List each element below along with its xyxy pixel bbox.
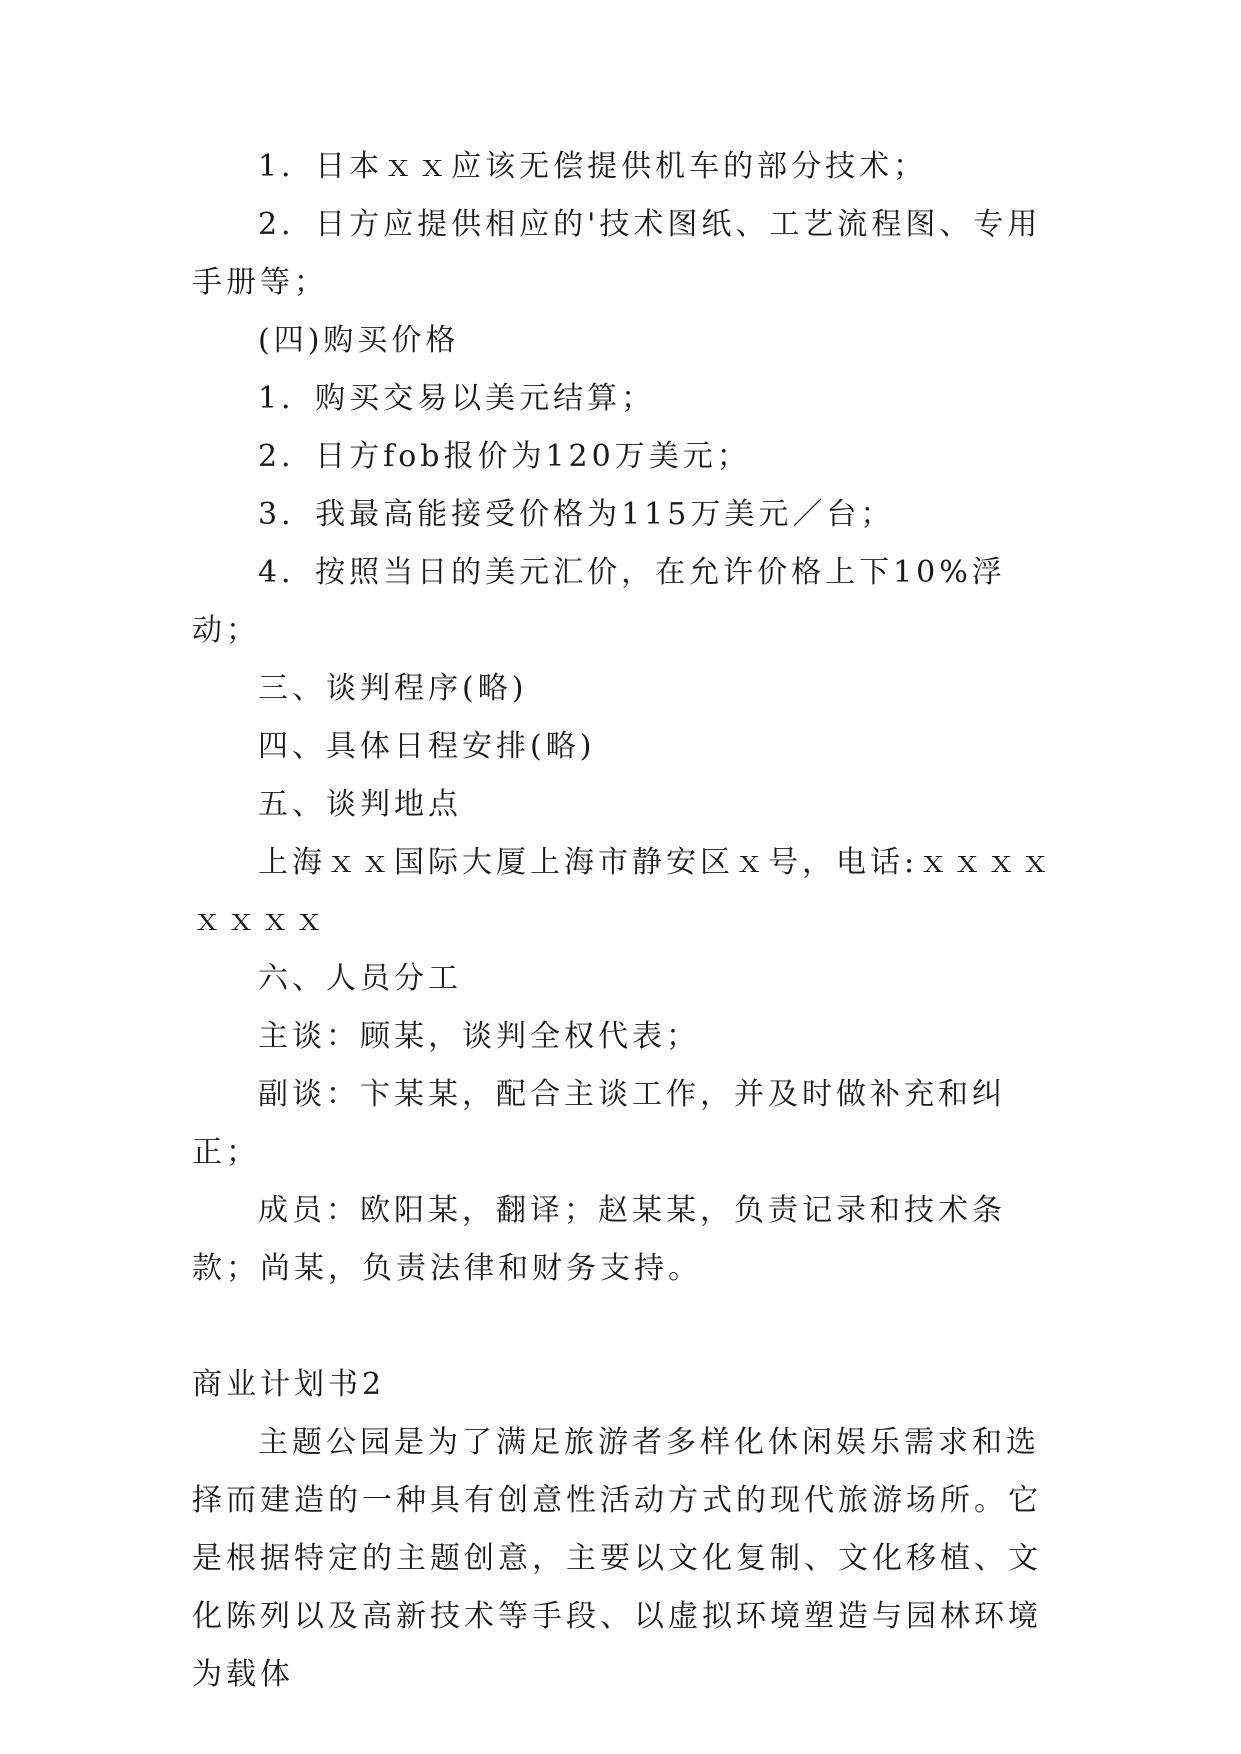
list-item-tech-free: 1．日本ｘｘ应该无偿提供机车的部分技术； [258,149,928,184]
list-item-price-2: 2．日方fob报价为120万美元； [258,439,751,474]
staff-deputy: 副谈：卞某某，配合主谈工作，并及时做补充和纠正； [192,1077,1006,1170]
section-heading-staff: 六、人员分工 [258,961,462,996]
list-item-price-3: 3．我最高能接受价格为115万美元／台； [258,497,895,532]
staff-lead: 主谈：顾某，谈判全权代表； [258,1019,700,1054]
section-title: 商业计划书2 [192,1367,386,1402]
section-spacer [192,1298,1072,1356]
section-heading-location: 五、谈判地点 [258,787,462,822]
section-heading-price: (四)购买价格 [258,323,460,358]
intro-paragraph: 主题公园是为了满足旅游者多样化休闲娱乐需求和选择而建造的一种具有创意性活动方式的现代旅游场所。它是根据特定的主题创意，主要以文化复制、文化移植、文化陈列以及高新技术等手段、以虚拟环境塑造与园林环境为载体 [192,1425,1042,1692]
list-item-tech-docs: 2．日方应提供相应的'技术图纸、工艺流程图、专用手册等； [192,207,1042,300]
document-body [192,138,1072,1704]
section-heading-schedule: 四、具体日程安排(略) [258,729,596,764]
list-item-price-1: 1．购买交易以美元结算； [258,381,656,416]
location-text: 上海ｘｘ国际大厦上海市静安区ｘ号，电话:ｘｘｘｘｘｘｘｘ [192,845,1055,938]
staff-members: 成员：欧阳某，翻译；赵某某，负责记录和技术条款；尚某，负责法律和财务支持。 [192,1193,1006,1286]
list-item-price-4: 4．按照当日的美元汇价，在允许价格上下10%浮动； [192,555,1006,648]
section-heading-procedure: 三、谈判程序(略) [258,671,528,706]
